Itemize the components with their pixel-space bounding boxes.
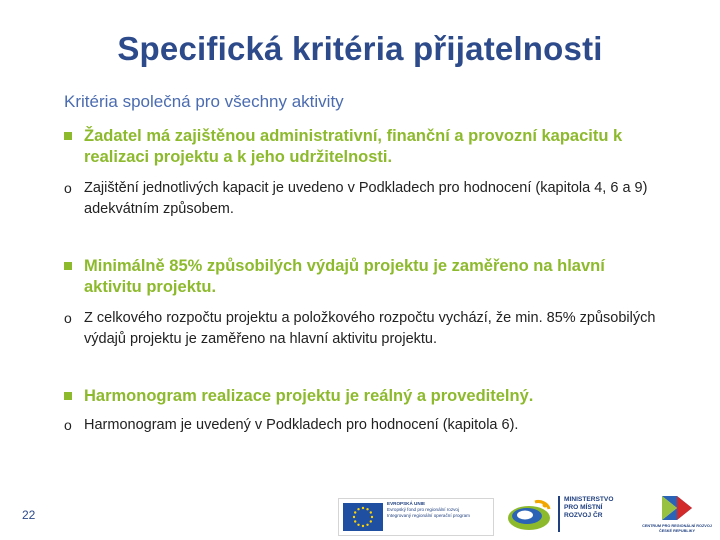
footer-logos	[0, 490, 720, 540]
crr-logo	[642, 492, 712, 538]
eu-flag-icon	[343, 503, 383, 531]
mmr-logo	[558, 496, 630, 534]
eu-logo-text: EVROPSKÁ UNIE Evropský fond pro regionální rozvoj Integrovaný regionální operační program	[387, 501, 470, 518]
page-title: Specifická kritéria přijatelnosti	[117, 30, 603, 67]
criterion-item-2	[64, 256, 664, 298]
circle-bullet-icon: o	[64, 310, 72, 326]
criterion-detail-text: Harmonogram je uvedený v Podkladech pro hodnocení (kapitola 6).	[84, 417, 519, 433]
mmr-logo-text: MINISTERSTVO PRO MÍSTNÍ ROZVOJ ČR	[564, 496, 614, 520]
criterion-detail-text: Z celkového rozpočtu projektu a položkového rozpočtu vychází, že min. 85% způsobilých výdajů projektu je zaměřeno na hlavní aktivitu projektu.	[84, 310, 656, 347]
square-bullet-icon	[64, 132, 72, 140]
square-bullet-icon	[64, 392, 72, 400]
iop-logo-icon	[505, 496, 553, 534]
crr-emblem-icon	[642, 492, 712, 524]
crr-logo-text: CENTRUM PRO REGIONÁLNÍ ROZVOJ ČESKÉ REPUBLIKY	[642, 524, 712, 533]
mmr-logo-bar	[558, 496, 560, 532]
eu-logo	[338, 498, 494, 536]
criterion-detail-2	[64, 308, 664, 350]
criterion-item-1	[64, 126, 664, 168]
criterion-text: Minimálně 85% způsobilých výdajů projektu je zaměřeno na hlavní aktivitu projektu.	[84, 257, 605, 296]
criterion-text: Žadatel má zajištěnou administrativní, finanční a provozní kapacitu k realizaci projektu a k jeho udržitelnosti.	[84, 127, 623, 166]
criterion-detail-1	[64, 178, 664, 220]
criterion-detail-text: Zajištění jednotlivých kapacit je uvedeno v Podkladech pro hodnocení (kapitola 4, 6 a 9) adekvátním způsobem.	[84, 180, 648, 217]
square-bullet-icon	[64, 262, 72, 270]
criterion-detail-3	[64, 415, 664, 436]
criterion-text: Harmonogram realizace projektu je reálný a proveditelný.	[84, 387, 534, 405]
criterion-item-3	[64, 386, 664, 407]
circle-bullet-icon: o	[64, 180, 72, 196]
page-number: 22	[22, 508, 36, 522]
circle-bullet-icon: o	[64, 417, 72, 433]
section-subtitle: Kritéria společná pro všechny aktivity	[64, 92, 344, 111]
